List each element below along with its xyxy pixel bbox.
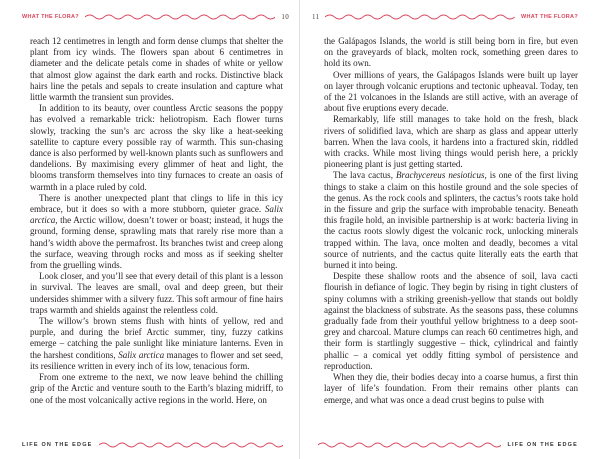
wavy-rule — [325, 13, 515, 21]
text-run: Look closer, and you’ll see that every detail of this plant is a lesson in survival. The leaves are small, oval and deep green, but their undersides shimmer with a silvery fuzz. This soft armour of fine hairs traps warmth and shields against the relentless cold. — [30, 271, 283, 315]
text-run: When they die, their bodies decay into a coarse humus, a first thin layer of life’s foundation. From their remains other plants can emerge, and what was once a dead crust begins to pulse with — [324, 372, 578, 405]
text-run: Over millions of years, the Galápagos Islands were built up layer on layer through volcanic eruptions and tectonic upheaval. Today, ten of the 21 volcanoes in the Islands are still active, with an average of about five eruptions every decade. — [324, 69, 578, 114]
text-run: reach 12 centimetres in length and form dense clumps that shelter the plant from icy winds. The flowers span about 6 centimetres in diameter and the delicate petals come in shades of white or yellow that almost glow against the dark earth and rocks. Distinctive black hairs line the petals and sepals to create insulation and capture what little warmth the transient sun provides. — [30, 36, 283, 103]
right-footer — [312, 439, 578, 451]
text-run: From one extreme to the next, we now leave behind the chilling grip of the Arctic and venture south to the Earth’s blazing midriff, to one of the most volcanically active regions in the world. Here, on — [30, 372, 283, 405]
italic-text: Salix arctica — [30, 204, 283, 226]
text-run: The lava cactus, — [333, 170, 396, 181]
wavy-rule — [318, 441, 501, 449]
text-run: In addition to its beauty, over countless Arctic seasons the poppy has evolved a remarkable trick: heliotropism. Each flower turns slowly, tracking the sun’s arc across the sky like a heat-seeking satellite to capture every possible ray of warmth. This sun-chasing dance is also performed by well-known plants such as sunflowers and dandelions. By maximising every glimmer of heat and light, the blooms transform themselves into tiny furnaces to create an oasis of warmth in a place ruled by cold. — [30, 103, 283, 192]
paragraph — [324, 372, 578, 406]
paragraph — [30, 36, 283, 103]
paragraph — [324, 36, 578, 70]
text-run: manages to flower and set seed, its resilience written in every inch of its low, tenacious form. — [30, 349, 283, 371]
right-page — [300, 0, 600, 459]
text-run: , the Arctic willow, doesn’t tower or boast; instead, it hugs the ground, forming dense, sprawling mats that rarely rise more than a hand’s width above the permafrost. Its branches twist and creep along the surface, weaving through rocks and moss as if seeking shelter from the gruelling winds. — [30, 215, 283, 271]
text-run: , is one of the first living things to stake a claim on this hostile ground and the sole species of the genus. As the rock cools and splinters, the cactus’s roots take hold in the fissure and grip the surface with improbable tenacity. Beneath this fragile hold, an invisible partnership is at work: bacteria living in the cactus roots slowly digest the volcanic rock, unlocking minerals trapped within. The lava, once molten and deadly, becomes a vital source of nutrients, and the cactus quite literally eats the earth that burned it into being. — [324, 170, 578, 271]
text-run: There is another unexpected plant that clings to life in this icy embrace, but it does so with a more stubborn, quieter grace. — [30, 192, 283, 215]
paragraph — [30, 193, 283, 271]
footer-title: LIFE ON THE EDGE — [22, 442, 93, 448]
footer-title: LIFE ON THE EDGE — [507, 442, 578, 448]
running-head: WHAT THE FLORA? — [521, 14, 578, 20]
paragraph — [30, 372, 283, 406]
right-body-text — [324, 36, 578, 406]
page-number: 10 — [281, 13, 289, 21]
left-footer — [22, 439, 289, 451]
italic-text: Brachycereus nesioticus — [395, 170, 485, 181]
wavy-rule — [85, 13, 275, 21]
paragraph — [30, 103, 283, 193]
text-run: the Galápagos Islands, the world is still being born in fire, but even on the graveyards of black, molten rock, something green dares to hold its own. — [324, 36, 578, 69]
right-header — [312, 11, 578, 23]
wavy-rule — [99, 441, 283, 449]
text-run: The willow’s brown stems flush with hints of yellow, red and purple, and during the brief Arctic summer, tiny, fuzzy catkins emerge – catching the pale sunlight like miniature lanterns. Even in the harshest conditions, — [30, 316, 283, 360]
paragraph — [324, 114, 578, 170]
italic-text: Salix arctica — [118, 349, 165, 360]
running-head: WHAT THE FLORA? — [22, 14, 79, 20]
left-header — [22, 11, 289, 23]
left-body-text — [30, 36, 283, 406]
paragraph — [324, 170, 578, 271]
text-run: Despite these shallow roots and the absence of soil, lava cacti flourish in defiance of logic. They begin by rising in tight clusters of spiny columns with a striking greenish-yellow that stands out boldly against the blackness of substrate. As the seasons pass, these columns gradually fade from their youthful yellow brightness to a deep soot-grey and charcoal. Mature clumps can reach 60 centimetres high, and their form is startlingly suggestive – thick, cylindrical and faintly phallic – a comical yet oddly fitting symbol of persistence and reproduction. — [324, 271, 578, 371]
paragraph — [30, 271, 283, 316]
text-run: Remarkably, life still manages to take hold on the fresh, black rivers of solidified lava, which are sharp as glass and appear utterly barren. When the lava cools, it hardens into a fractured skin, riddled with cracks. While most living things would perish here, a prickly pioneering plant is just getting started. — [324, 114, 578, 170]
paragraph — [324, 70, 578, 115]
paragraph — [30, 316, 283, 372]
page-number: 11 — [312, 13, 320, 21]
paragraph — [324, 271, 578, 372]
